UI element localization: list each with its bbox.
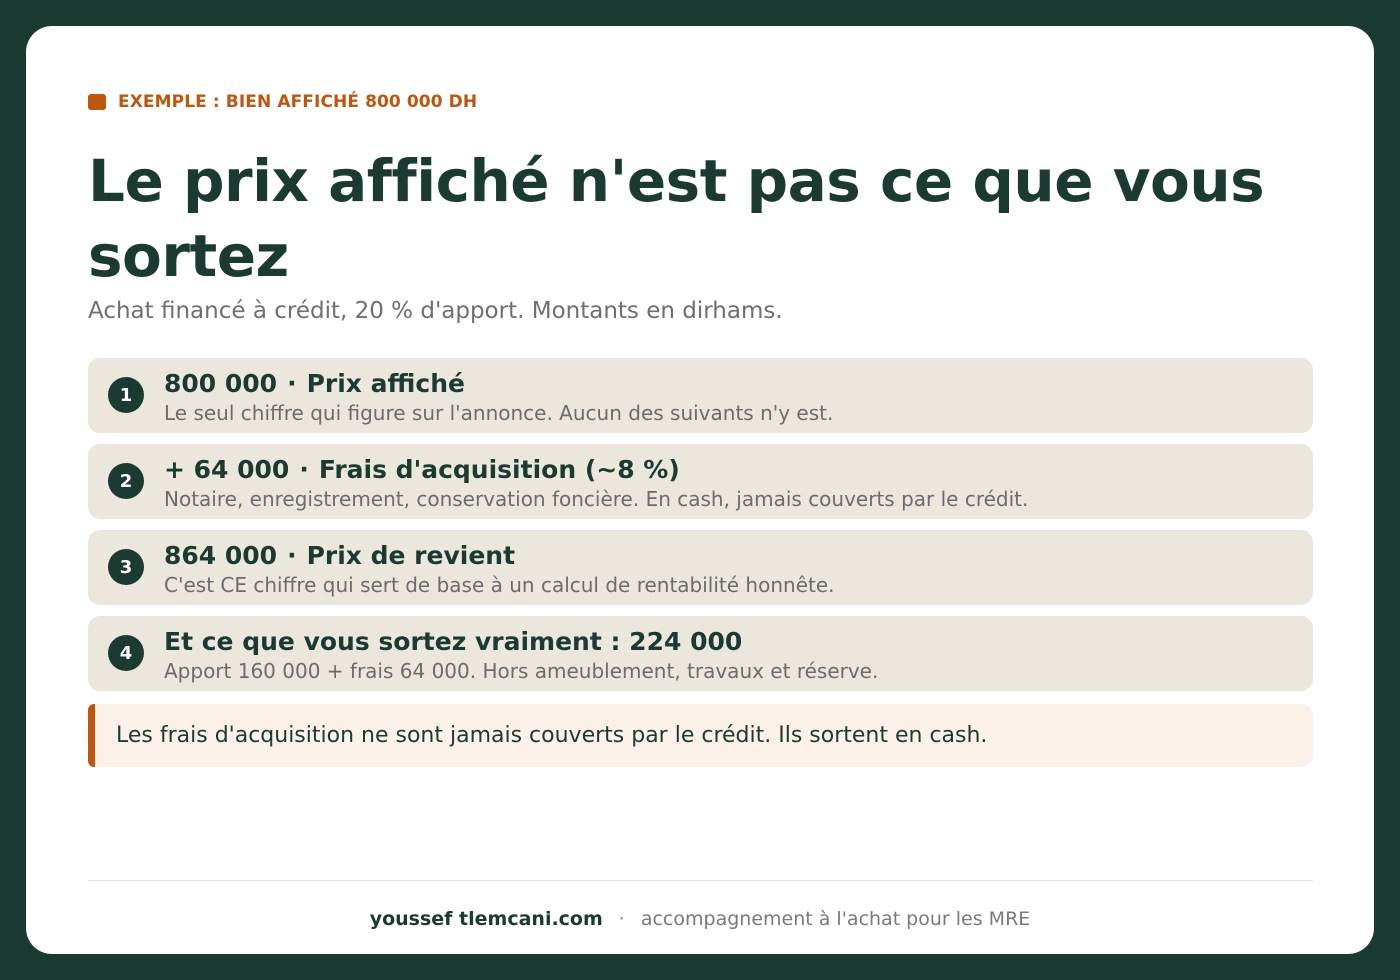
step-heading: [164, 454, 680, 486]
step-label: Prix affiché: [306, 369, 465, 398]
step-separator: ·: [287, 369, 297, 398]
step-description: Apport 160 000 + frais 64 000. Hors ameublement, travaux et réserve.: [164, 659, 879, 683]
kicker-label: EXEMPLE : BIEN AFFICHÉ 800 000 DH: [118, 92, 478, 112]
step-separator: ·: [299, 455, 309, 484]
step-amount: 864 000: [164, 541, 278, 570]
step-item-2: [88, 444, 1313, 519]
page-title: Le prix affiché n'est pas ce que vous sortez: [88, 147, 1265, 290]
footer-tagline: accompagnement à l'achat pour les MRE: [640, 908, 1031, 930]
step-heading: [164, 368, 465, 400]
step-item-4: [88, 616, 1313, 691]
step-description: C'est CE chiffre qui sert de base à un calcul de rentabilité honnête.: [164, 573, 835, 597]
step-number-badge: 2: [108, 463, 144, 499]
step-separator: ·: [287, 541, 297, 570]
kicker: [88, 90, 477, 114]
page-subtitle: Achat financé à crédit, 20 % d'apport. Montants en dirhams.: [88, 298, 783, 324]
step-description: Notaire, enregistrement, conservation foncière. En cash, jamais couverts par le crédit.: [164, 487, 1029, 511]
footer: [26, 906, 1374, 932]
step-item-1: [88, 358, 1313, 433]
step-label: Frais d'acquisition (~8 %): [318, 455, 680, 484]
step-heading: Et ce que vous sortez vraiment : 224 000: [164, 627, 743, 656]
footer-site-link[interactable]: youssef tlemcani.com: [369, 908, 603, 930]
steps-list: [88, 358, 1313, 702]
step-number-badge: 3: [108, 549, 144, 585]
callout-text: Les frais d'acquisition ne sont jamais couverts par le crédit. Ils sortent en cash.: [116, 722, 988, 748]
step-amount: + 64 000: [164, 455, 290, 484]
step-number-badge: 4: [108, 635, 144, 671]
kicker-square-icon: [88, 94, 106, 110]
callout-note: [88, 704, 1313, 767]
footer-separator: ·: [618, 908, 625, 930]
card: [26, 26, 1374, 954]
step-label: Prix de revient: [306, 541, 516, 570]
step-amount: 800 000: [164, 369, 278, 398]
step-item-3: [88, 530, 1313, 605]
step-heading: [164, 540, 515, 572]
step-number-badge: 1: [108, 377, 144, 413]
footer-divider: [88, 880, 1313, 881]
step-description: Le seul chiffre qui figure sur l'annonce. Aucun des suivants n'y est.: [164, 401, 834, 425]
